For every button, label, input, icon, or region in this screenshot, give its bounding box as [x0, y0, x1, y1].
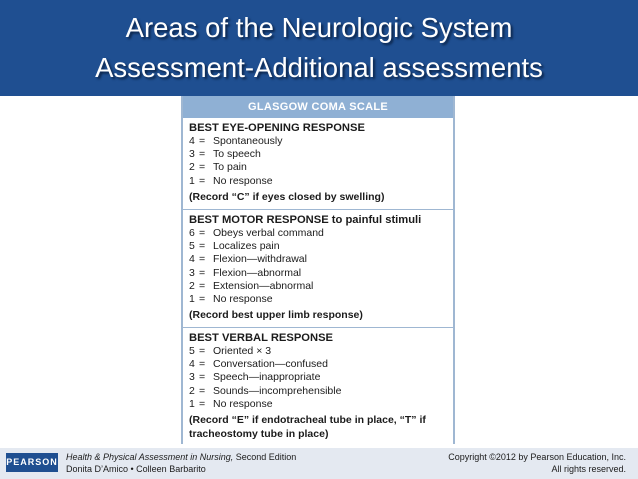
eye-response-heading: BEST EYE-OPENING RESPONSE: [189, 122, 365, 134]
eye-item: 2 = To pain: [189, 161, 247, 174]
motor-item: 5 = Localizes pain: [189, 240, 280, 253]
motor-item: 2 = Extension—abnormal: [189, 279, 314, 292]
book-title: Health & Physical Assessment in Nursing,: [66, 452, 234, 462]
verbal-item: 2 = Sounds—incomprehensible: [189, 384, 342, 397]
verbal-response-note-line-1: (Record “E” if endotracheal tube in place, “T” if: [189, 414, 426, 427]
motor-item: 1 = No response: [189, 293, 273, 306]
pearson-logo: PEARSON: [6, 453, 58, 472]
verbal-item: 4 = Conversation—confused: [189, 358, 328, 371]
eye-item: 4 = Spontaneously: [189, 135, 283, 147]
eye-response-note: (Record “C” if eyes closed by swelling): [189, 190, 385, 203]
eye-item: 1 = No response: [189, 174, 273, 187]
eye-item: 3 = To speech: [189, 148, 261, 161]
book-edition: Second Edition: [233, 452, 297, 462]
verbal-response-section: [189, 331, 451, 441]
motor-item: 4 = Flexion—withdrawal: [189, 253, 307, 266]
rights-line: All rights reserved.: [551, 463, 626, 474]
verbal-response-heading: BEST VERBAL RESPONSE: [189, 332, 334, 344]
glasgow-coma-scale-table: [181, 96, 455, 444]
motor-response-note: (Record best upper limb response): [189, 309, 363, 322]
book-authors: Donita D’Amico • Colleen Barbarito: [66, 463, 206, 474]
gcs-caption: GLASGOW COMA SCALE: [183, 96, 453, 118]
motor-item: 3 = Flexion—abnormal: [189, 266, 302, 279]
book-citation: [66, 452, 296, 475]
section-divider: [183, 327, 453, 328]
verbal-item: 1 = No response: [189, 397, 273, 410]
section-divider: [183, 209, 453, 210]
motor-response-section: [189, 213, 451, 322]
copyright-line: Copyright ©2012 by Pearson Education, Inc.: [448, 452, 626, 462]
verbal-item: 5 = Oriented × 3: [189, 345, 272, 357]
verbal-response-note-line-2: tracheostomy tube in place): [189, 428, 329, 441]
verbal-item: 3 = Speech—inappropriate: [189, 371, 321, 384]
motor-response-heading: BEST MOTOR RESPONSE to painful stimuli: [189, 214, 422, 226]
motor-item: 6 = Obeys verbal command: [189, 227, 324, 239]
slide-header: [0, 0, 638, 96]
slide-title-line-2: Assessment-Additional assessments: [95, 52, 543, 83]
slide-title-line-1: Areas of the Neurologic System: [125, 12, 513, 43]
copyright-notice: [448, 452, 626, 475]
eye-response-section: [189, 121, 451, 204]
